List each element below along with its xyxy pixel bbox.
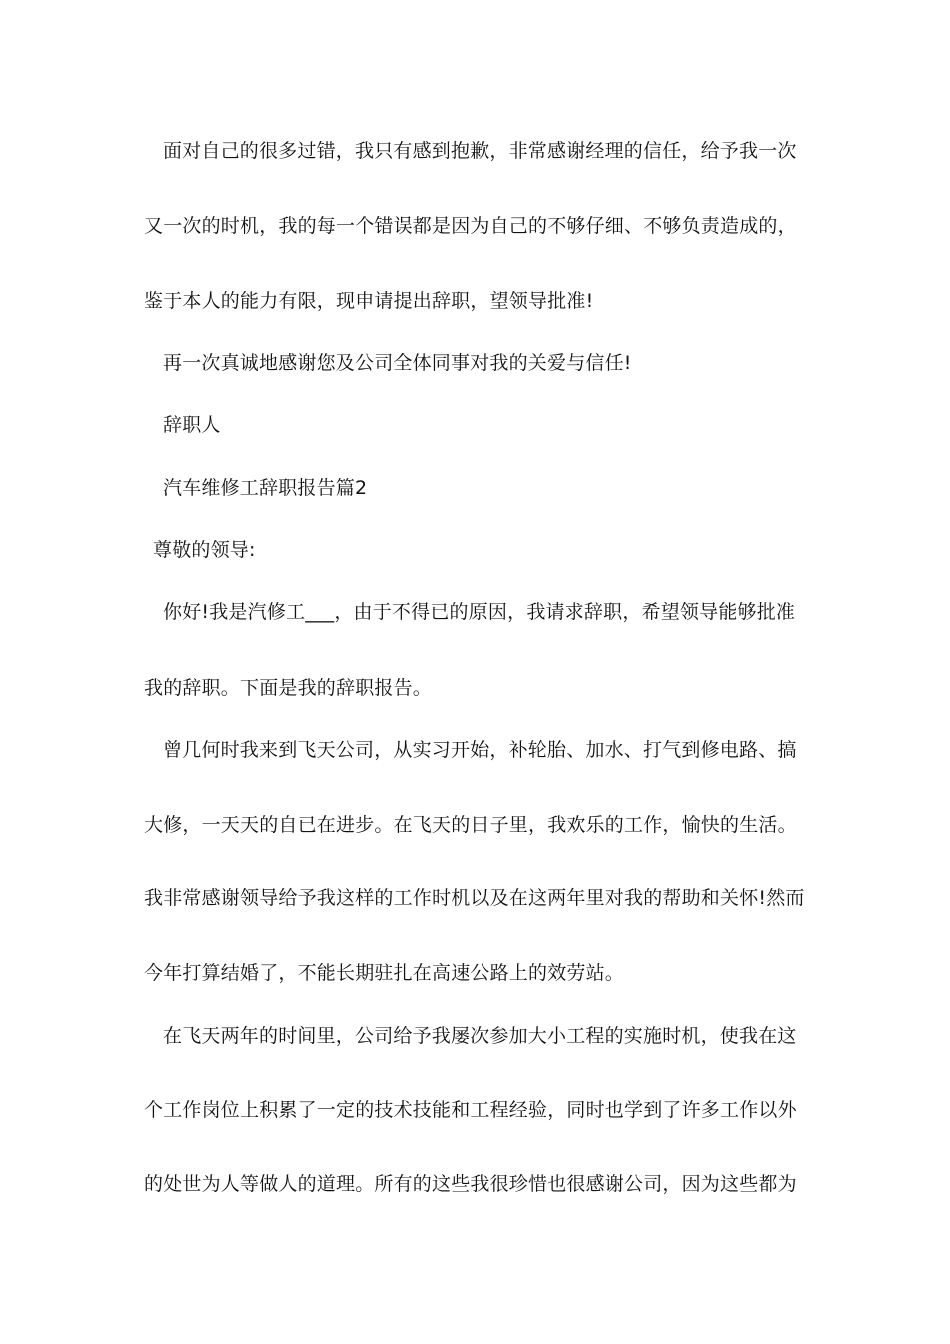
signature-label: 辞职人 [163,414,221,436]
paragraph-line: 今年打算结婚了，不能长期驻扎在高速公路上的效劳站。 [144,962,625,984]
paragraph-line: 再一次真诚地感谢您及公司全体同事对我的关爱与信任! [163,352,632,374]
paragraph-line: 我非常感谢领导给予我这样的工作时机以及在这两年里对我的帮助和关怀!然而 [144,887,805,909]
paragraph-line: 曾几何时我来到飞天公司，从实习开始，补轮胎、加水、打气到修电路、搞 [163,739,797,761]
paragraph-line: 鉴于本人的能力有限，现申请提出辞职，望领导批准! [144,290,594,312]
salutation: 尊敬的领导: [153,539,256,561]
paragraph-line: 在飞天两年的时间里，公司给予我屡次参加大小工程的实施时机，使我在这 [163,1025,797,1047]
paragraph-line: 又一次的时机，我的每一个错误都是因为自己的不够仔细、不够负责造成的， [144,215,797,237]
paragraph-line: 你好!我是汽修工___，由于不得已的原因，我请求辞职，希望领导能够批准 [163,601,796,623]
section-heading: 汽车维修工辞职报告篇2 [163,477,368,499]
paragraph-line: 的处世为人等做人的道理。所有的这些我很珍惜也很感谢公司，因为这些都为 [144,1173,797,1195]
paragraph-line: 我的辞职。下面是我的辞职报告。 [144,677,433,699]
paragraph-line: 大修，一天天的自已在进步。在飞天的日子里，我欢乐的工作，愉快的生活。 [144,814,797,836]
paragraph-line: 个工作岗位上积累了一定的技术技能和工程经验，同时也学到了许多工作以外 [144,1099,797,1121]
paragraph-line: 面对自己的很多过错，我只有感到抱歉，非常感谢经理的信任，给予我一次 [163,140,797,162]
